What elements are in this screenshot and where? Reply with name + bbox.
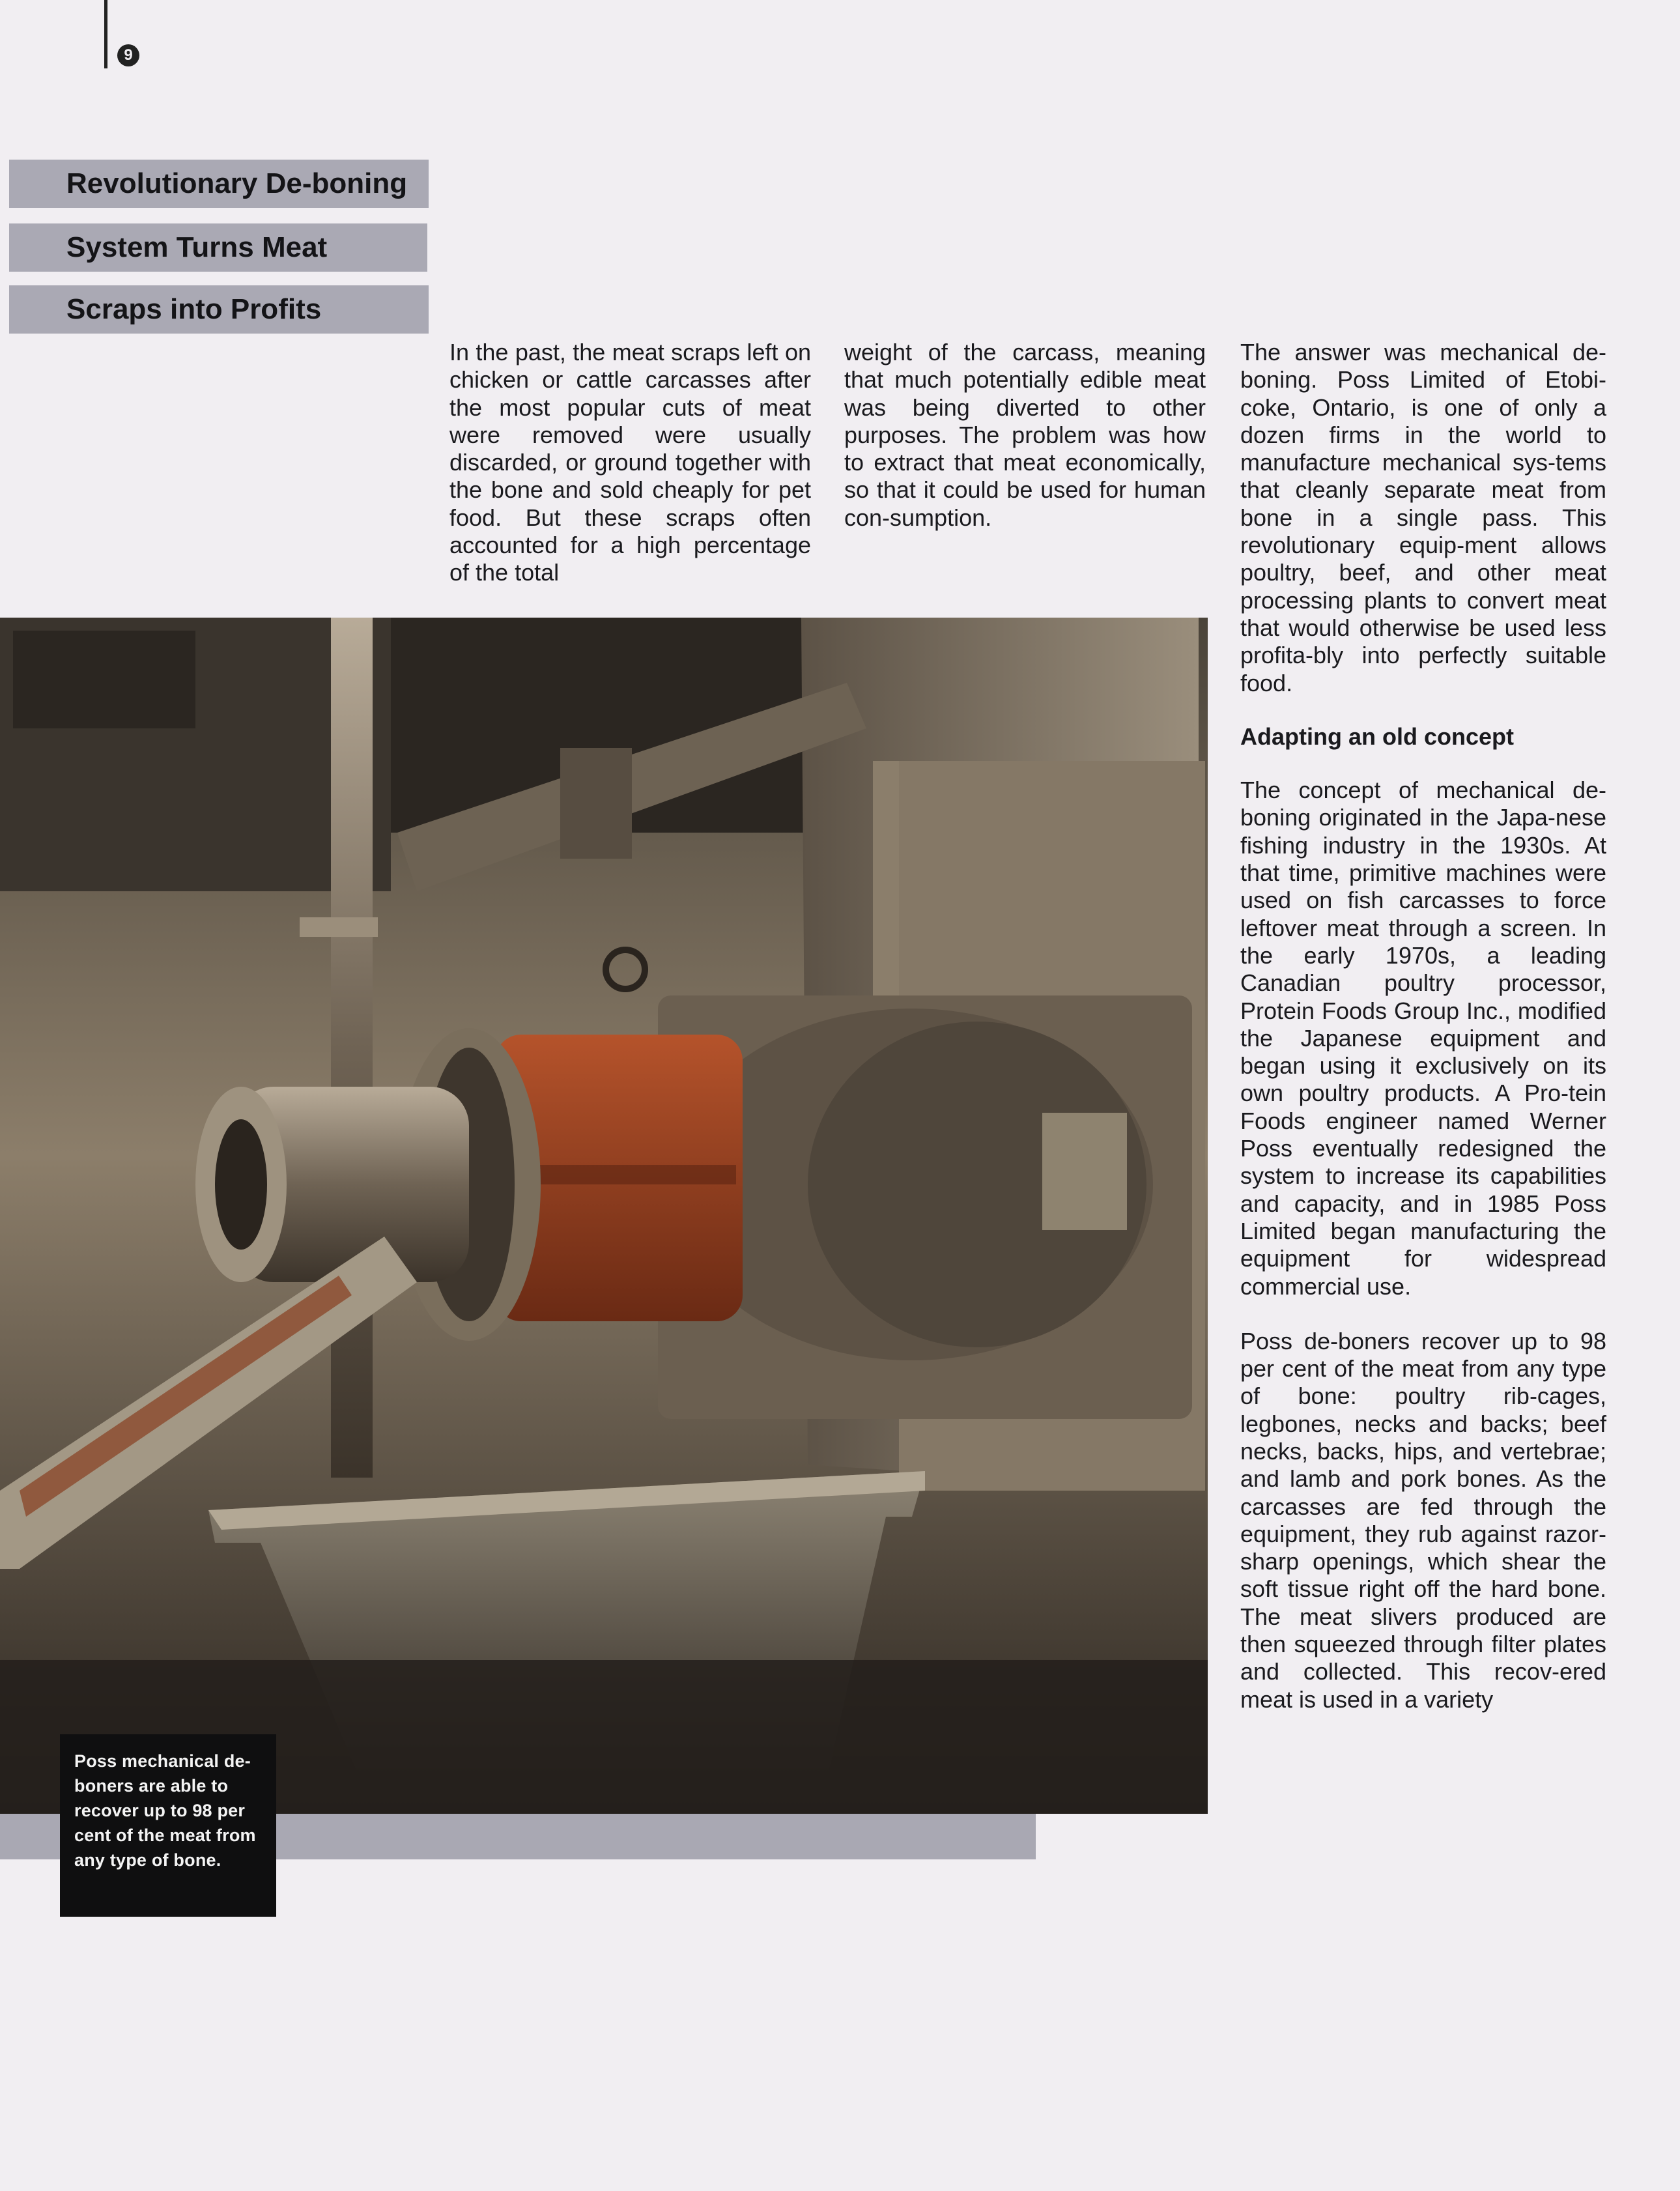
article-paragraph: Poss de-boners recover up to 98 per cent of the meat from any type of bone: poultry rib-cages, legbones, necks and backs; beef necks, backs, hips, and vertebrae; and lamb and pork bones. As the carcasses are fed through the equipment, they rub against razor-sharp openings, which shear the soft tissue right off the hard bone. The meat slivers produced are then squeezed through filter plates and collected. This recov-ered meat is used in a variety [1240,1327,1606,1713]
article-paragraph: The answer was mechanical de-boning. Poss Limited of Etobi-coke, Ontario, is one of only a dozen firms in the world to manufacture mechanical sys-tems that cleanly separate meat from bone in a single pass. This revolutionary equip-ment allows poultry, beef, and other meat processing plants to convert meat that would otherwise be used less profita-bly into perfectly suitable food. [1240,339,1606,696]
photo-caption: Poss mechanical de-boners are able to recover up to 98 per cent of the meat from any type of bone. [60,1734,276,1917]
page-number-rule [104,0,107,68]
headline-line-3: Scraps into Profits [9,285,429,334]
article-paragraph: The concept of mechanical de-boning originated in the Japa-nese fishing industry in the 1930s. At that time, primitive machines were used on fish carcasses to force leftover meat through a screen. In the early 1970s, a leading Canadian poultry processor, Protein Foods Group Inc., modified the Japanese equipment and began using it exclusively on its own poultry products. A Pro-tein Foods engineer named Werner Poss eventually redesigned the system to increase its capabilities and capacity, and in 1985 Poss Limited began manufacturing the equipment for widespread commercial use. [1240,777,1606,1300]
page-number: 9 [117,44,139,66]
deboning-machine-photo [0,618,1208,1814]
article-paragraph: In the past, the meat scraps left on chicken or cattle carcasses after the most popular cuts of meat were removed were usually discarded, or ground together with the bone and sold cheaply for pet food. But these scraps often accounted for a high percentage of the total [449,339,811,586]
article-column-2 [844,339,1206,532]
article-column-3 [1240,339,1606,1713]
headline-line-1: Revolutionary De-boning [9,160,429,208]
section-subhead: Adapting an old concept [1240,723,1514,750]
article-paragraph: weight of the carcass, meaning that much potentially edible meat was being diverted to other purposes. The problem was how to extract that meat economically, so that it could be used for human con-sumption. [844,339,1206,531]
article-column-1 [449,339,811,587]
headline-line-2: System Turns Meat [9,223,427,272]
